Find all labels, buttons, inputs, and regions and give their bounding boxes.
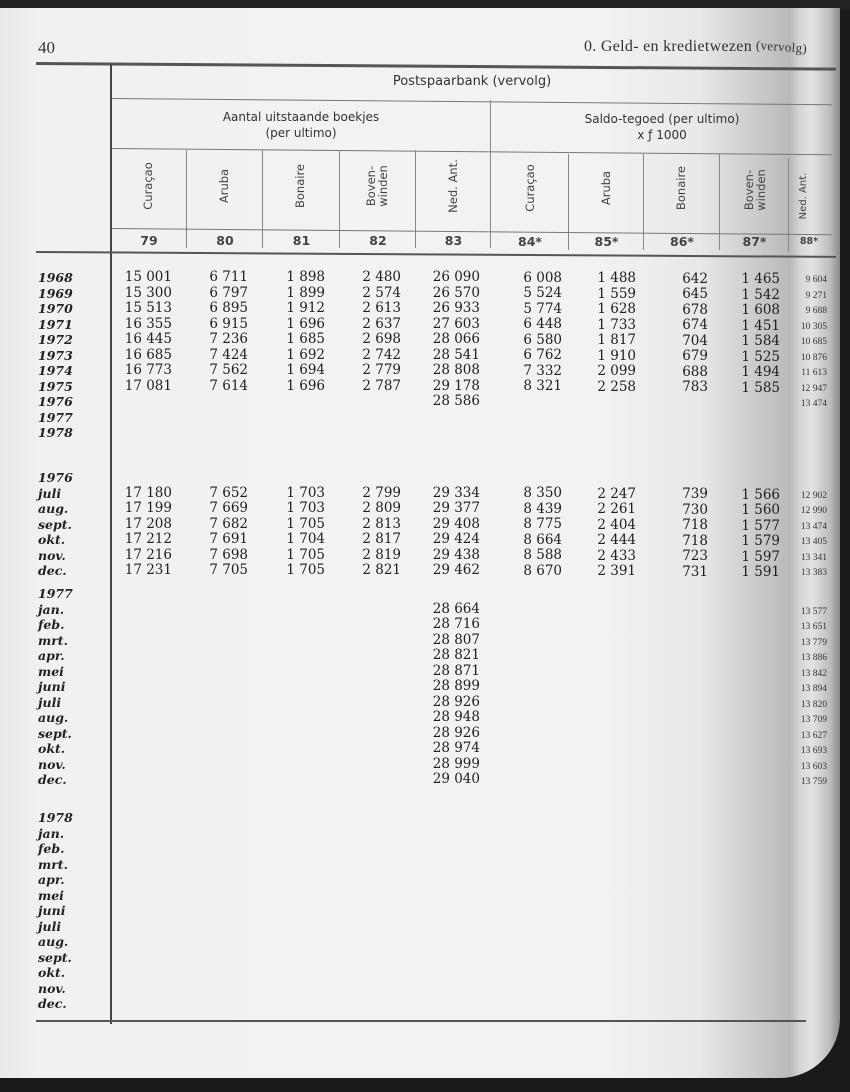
row-label: mrt. [38,632,68,648]
table-cell: 2 821 [362,562,401,578]
table-cell: 1 696 [286,315,325,332]
row-label: 1976 [38,394,73,409]
row-label: aug. [38,934,69,949]
table-cell: 17 199 [124,500,172,516]
table-cell: 718 [682,517,708,534]
table-cell: 1 704 [286,531,325,547]
table-cell: 642 [682,270,708,287]
table-cell: 6 711 [209,269,248,285]
table-cell: 7 562 [209,362,248,378]
table-cell: 17 212 [124,531,172,547]
table-top-rule [36,62,836,71]
table-cell: 8 670 [523,562,562,579]
table-cell: 7 698 [209,546,248,563]
table-cell: 27 603 [432,315,480,332]
column-number: 80 [216,233,234,248]
table-cell: 10 876 [800,352,827,363]
running-head [584,38,807,56]
table-cell: 2 799 [362,484,401,501]
table-cell: 16 773 [124,362,172,378]
table-cell: 1 542 [741,286,780,303]
table-cell: 29 040 [432,771,480,787]
column-header-line: Boven- [364,165,378,207]
row-label: nov. [38,547,66,563]
table-cell: 2 391 [597,563,636,580]
table-cell: 13 577 [800,606,827,617]
row-label: mei [38,663,64,679]
row-label: okt. [38,532,66,547]
table-cell: 7 669 [209,500,248,516]
column-header-bonaire: Bonaire [293,164,307,209]
column-header-bovenwinden [743,150,767,230]
table-cell: 17 208 [124,515,172,532]
table-cell: 13 405 [800,537,827,547]
table-cell: 1 705 [286,562,325,578]
table-cell: 723 [682,548,708,565]
table-cell: 28 974 [432,740,480,756]
table-cell: 2 809 [362,500,401,516]
row-label: juni [38,679,66,694]
table-cell: 13 474 [800,521,827,532]
table-cell: 739 [682,486,708,503]
section-heading: 1978 [38,810,73,825]
table-cell: 8 775 [523,516,562,533]
row-label: okt. [38,965,66,980]
table-cell: 7 614 [209,377,248,394]
table-cell: 13 603 [800,761,827,772]
table-cell: 1 566 [741,486,780,503]
table-cell: 704 [682,332,708,349]
table-cell: 28 586 [432,393,480,409]
row-label: 1968 [38,270,73,285]
table-cell: 26 570 [432,284,480,301]
title-rule [112,98,832,105]
table-cell: 1 628 [597,301,636,318]
stub-divider [110,64,112,1024]
table-cell: 8 588 [523,547,562,564]
table-cell: 679 [682,348,708,365]
table-cell: 28 948 [432,709,480,725]
table-cell: 2 637 [362,315,401,332]
table-cell: 13 383 [800,568,827,578]
table-cell: 13 894 [800,684,827,694]
table-cell: 674 [682,317,708,334]
table-cell: 13 474 [800,399,827,409]
column-number: 83 [444,233,463,248]
table-cell: 28 807 [432,631,480,648]
table-cell: 2 099 [597,363,636,380]
col-divider [186,150,187,248]
table-cell: 2 779 [362,362,401,378]
column-header-line: Boven- [742,169,756,211]
group-label-line2: x ƒ 1000 [637,128,687,142]
table-cell: 29 462 [432,562,480,578]
table-cell: 15 300 [124,284,172,301]
row-label: juli [38,485,62,501]
table-cell: 1 451 [741,317,780,334]
table-cell: 2 258 [597,378,636,395]
row-label: dec. [38,772,67,787]
table-cell: 7 424 [209,346,248,363]
table-cell: 8 350 [523,485,562,502]
row-label: dec. [38,996,67,1011]
table-cell: 29 178 [432,377,480,394]
table-cell: 2 404 [597,516,636,533]
table-cell: 2 817 [362,531,401,547]
table-cell: 8 321 [523,378,562,395]
col-divider [415,150,416,248]
table-cell: 28 716 [432,616,480,632]
row-label: 1974 [38,363,73,378]
table-cell: 15 001 [124,269,172,285]
section-heading: 1976 [38,470,73,485]
table-cell: 1 912 [286,300,325,316]
table-cell: 13 693 [800,746,827,756]
table-cell: 28 808 [432,362,480,378]
table-cell: 6 797 [209,284,248,301]
header-bottom-rule [36,251,836,258]
table-cell: 7 682 [209,515,248,532]
col-divider [339,150,340,248]
table-cell: 718 [682,532,708,549]
table-cell: 17 081 [124,377,172,394]
table-cell: 12 947 [800,383,827,394]
table-cell: 15 513 [124,300,172,316]
table-cell: 10 685 [800,337,827,347]
column-header-aruba: Aruba [599,170,613,206]
row-label: 1977 [38,409,73,425]
row-label: 1970 [38,301,73,316]
table-cell: 29 377 [432,500,480,516]
table-cell: 28 999 [432,755,480,772]
row-label: 1972 [38,332,73,347]
row-label: nov. [38,756,66,772]
table-cell: 2 787 [362,377,401,394]
row-label: 1971 [38,316,73,332]
table-cell: 5 774 [523,300,562,317]
column-number: 88* [799,236,819,247]
table-cell: 1 703 [286,500,325,516]
column-header-line: winden [376,165,390,207]
table-cell: 13 651 [800,622,827,632]
table-cell: 29 424 [432,531,480,547]
book-page [0,8,840,1078]
table-cell: 1 577 [741,517,780,534]
col-divider [788,158,789,252]
table-cell: 13 709 [800,715,827,725]
table-cell: 1 525 [741,348,780,365]
table-cell: 16 685 [124,346,172,363]
table-cell: 26 933 [432,300,480,316]
row-label: aug. [38,501,69,516]
table-cell: 1 559 [597,285,636,302]
table-cell: 6 008 [523,269,562,286]
table-cell: 7 236 [209,331,248,347]
table-cell: 7 652 [209,484,248,501]
table-cell: 9 688 [805,306,827,316]
table-cell: 1 494 [741,364,780,381]
row-label: juli [38,918,62,934]
table-cell: 645 [682,286,708,303]
row-label: okt. [38,741,66,756]
group-label-line2: (per ultimo) [265,126,337,140]
table-cell: 1 584 [741,333,780,350]
table-cell: 1 692 [286,346,325,363]
table-cell: 783 [682,379,708,396]
table-cell: 16 355 [124,315,172,332]
group-label-line1: Aantal uitstaande boekjes [222,110,380,124]
column-header-ned-ant: Ned. Ant. [798,172,809,220]
row-label: 1978 [38,425,73,440]
table-cell: 28 066 [432,331,480,347]
table-cell: 2 480 [362,269,401,285]
table-cell: 28 541 [432,346,480,363]
table-cell: 2 613 [362,300,401,316]
row-label: aug. [38,710,69,725]
table-cell: 1 560 [741,502,780,519]
table-cell: 1 685 [286,331,325,347]
col-divider [719,154,720,250]
table-cell: 2 433 [597,547,636,564]
table-cell: 28 926 [432,724,480,741]
row-label: sept. [38,516,72,532]
table-cell: 13 627 [800,730,827,741]
table-cell: 730 [682,501,708,518]
table-cell: 731 [682,563,708,580]
table-cell: 6 915 [209,315,248,332]
row-label: sept. [38,725,72,741]
table-cell: 16 445 [124,331,172,347]
row-label: mrt. [38,856,68,872]
table-cell: 6 762 [523,347,562,364]
table-cell: 13 779 [800,637,827,648]
column-number: 85* [594,234,619,249]
table-cell: 28 899 [432,678,480,694]
table-cell: 1 817 [597,332,636,349]
table-cell: 7 691 [209,531,248,547]
table-cell: 2 247 [597,485,636,502]
table-cell: 28 926 [432,693,480,710]
column-number: 81 [292,233,311,248]
running-head-continued: (vervolg) [755,37,808,56]
table-cell: 2 698 [362,331,401,347]
table-cell: 1 733 [597,316,636,333]
column-header-ned-ant: Ned. Ant. [446,159,460,213]
table-bottom-rule [36,1020,806,1022]
section-heading: 1977 [38,586,73,601]
table-cell: 13 341 [800,552,827,563]
table-cell: 1 579 [741,533,780,550]
group-divider [490,100,491,248]
column-number: 86* [670,234,694,249]
table-cell: 8 439 [523,500,562,517]
table-cell: 29 438 [432,546,480,563]
row-label: 1969 [38,285,73,301]
table-cell: 2 742 [362,346,401,363]
col-divider [262,150,263,248]
table-cell: 1 696 [286,377,325,394]
column-number: 84* [518,234,542,249]
table-cell: 1 488 [597,270,636,287]
table-cell: 12 990 [800,506,827,516]
row-label: apr. [38,872,65,887]
row-label: juli [38,694,62,710]
row-label: sept. [38,949,72,965]
table-cell: 1 899 [286,284,325,301]
table-cell: 10 305 [800,321,827,332]
table-cell: 6 895 [209,300,248,316]
group-header-saldo [492,112,832,142]
table-cell: 13 759 [800,777,827,787]
table-cell: 26 090 [432,269,480,285]
row-label: jan. [38,601,65,617]
group-header-boekjes [112,110,490,140]
column-header-line: winden [754,169,768,211]
row-label: jan. [38,825,65,841]
table-cell: 2 819 [362,546,401,563]
group-label-line1: Saldo-tegoed (per ultimo) [584,112,740,126]
table-cell: 2 261 [597,501,636,518]
table-cell: 28 664 [432,600,480,617]
table-cell: 1 597 [741,548,780,565]
table-cell: 28 871 [432,662,480,679]
column-header-bovenwinden [365,146,389,226]
table-cell: 29 334 [432,484,480,501]
column-number: 79 [140,233,158,248]
table-cell: 11 613 [801,368,827,378]
table-cell: 1 705 [286,515,325,532]
row-label: juni [38,903,66,918]
row-label: 1975 [38,378,73,394]
table-cell: 12 902 [800,490,827,501]
table-cell: 1 591 [741,564,780,581]
table-cell: 28 821 [432,647,480,663]
table-cell: 2 813 [362,515,401,532]
running-head-title: 0. Geld- en kredietwezen [584,38,753,55]
table-cell: 1 465 [741,271,780,288]
table-cell: 1 910 [597,347,636,364]
table-cell: 1 585 [741,379,780,396]
row-label: 1973 [38,347,73,363]
table-cell: 2 574 [362,284,401,301]
table-cell: 1 608 [741,302,780,319]
table-cell: 7 332 [523,362,562,379]
table-cell: 17 231 [124,562,172,578]
row-label: feb. [38,617,65,632]
row-label: apr. [38,648,65,663]
col-divider [568,154,569,250]
table-title: Postspaarbank (vervolg) [392,74,552,89]
table-cell: 13 886 [800,653,827,663]
table-cell: 29 408 [432,515,480,532]
table-cell: 13 820 [800,699,827,710]
row-label: feb. [38,841,65,856]
column-header-curacao: Curaçao [523,164,537,212]
table-cell: 13 842 [800,668,827,679]
table-cell: 678 [682,301,708,318]
column-header-curacao: Curaçao [141,162,155,210]
table-cell: 17 180 [124,484,172,501]
table-cell: 6 448 [523,316,562,333]
table-cell: 1 705 [286,546,325,563]
table-cell: 688 [682,363,708,380]
row-label: nov. [38,980,66,996]
table-cell: 5 524 [523,285,562,302]
table-cell: 9 604 [805,275,827,285]
table-cell: 8 664 [523,531,562,548]
table-cell: 1 898 [286,269,325,285]
column-header-aruba: Aruba [217,168,231,204]
table-cell: 2 444 [597,532,636,549]
table-cell: 6 580 [523,331,562,348]
table-cell: 9 271 [805,290,827,301]
table-cell: 1 703 [286,484,325,501]
column-header-bonaire: Bonaire [674,166,688,211]
row-label: dec. [38,563,67,578]
table-cell: 7 705 [209,562,248,578]
table-cell: 17 216 [124,546,172,563]
table-cell: 1 694 [286,362,325,378]
row-label: mei [38,887,64,903]
page-number: 40 [38,38,55,57]
column-number: 87* [742,234,767,249]
col-divider [643,154,644,250]
column-number: 82 [369,233,387,248]
